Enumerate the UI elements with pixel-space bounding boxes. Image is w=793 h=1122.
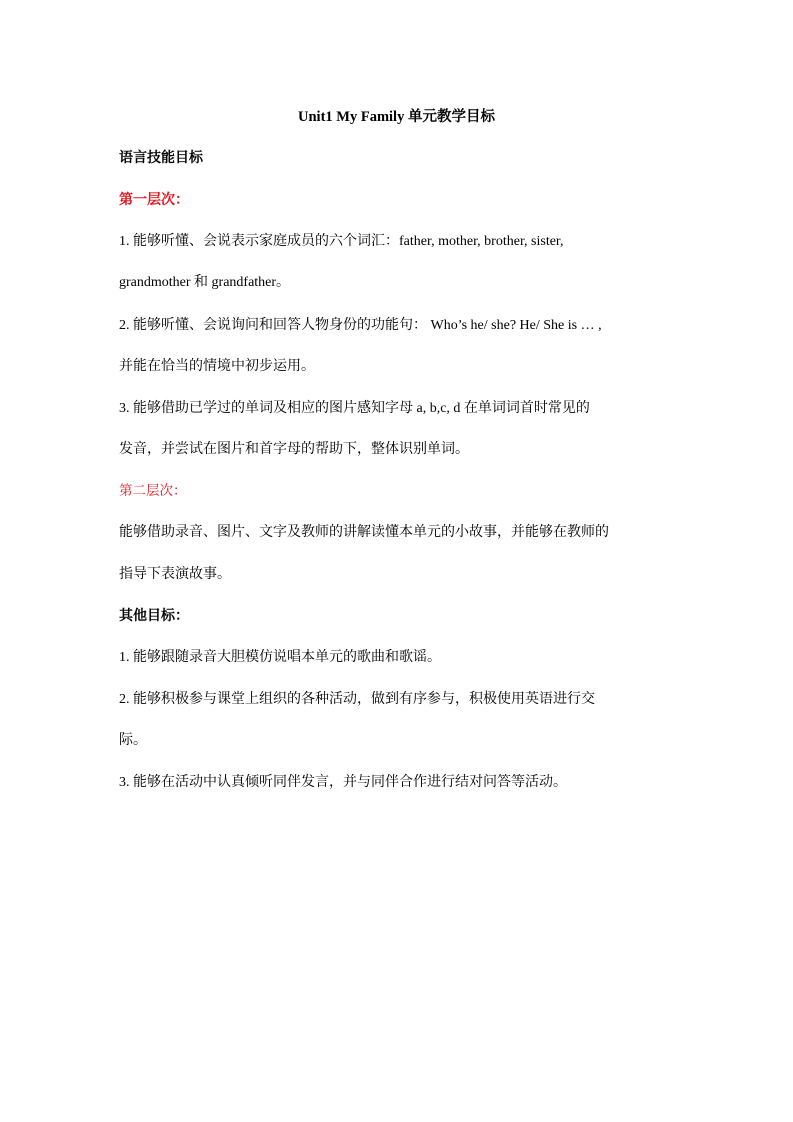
section-heading-language-skills: 语言技能目标 (119, 150, 203, 166)
paragraph-line: 3. 能够借助已学过的单词及相应的图片感知字母 a, b,c, d 在单词词首时常见的 (119, 401, 590, 416)
paragraph-line: 2. 能够听懂、会说询问和回答人物身份的功能句： Who’s he/ she? He/ She is … , (119, 318, 602, 333)
level2-heading: 第二层次： (119, 483, 187, 499)
paragraph-line: 2. 能够积极参与课堂上组织的各种活动，做到有序参与，积极使用英语进行交 (119, 692, 595, 707)
document-title: Unit1 My Family 单元教学目标 (298, 109, 495, 125)
paragraph-line: 1. 能够听懂、会说表示家庭成员的六个词汇：father, mother, brother, sister, (119, 234, 564, 249)
paragraph-line: 能够借助录音、图片、文字及教师的讲解读懂本单元的小故事，并能够在教师的 (119, 525, 609, 540)
paragraph-line: 际。 (119, 733, 147, 748)
paragraph-line: grandmother 和 grandfather。 (119, 275, 291, 290)
section-heading-other-goals: 其他目标： (119, 608, 189, 624)
paragraph-line: 1. 能够跟随录音大胆模仿说唱本单元的歌曲和歌谣。 (119, 650, 441, 665)
level1-heading: 第一层次： (119, 192, 189, 208)
paragraph-line: 指导下表演故事。 (119, 567, 231, 582)
paragraph-line: 发音，并尝试在图片和首字母的帮助下，整体识别单词。 (119, 442, 469, 457)
paragraph-line: 并能在恰当的情境中初步运用。 (119, 359, 315, 374)
paragraph-line: 3. 能够在活动中认真倾听同伴发言，并与同伴合作进行结对问答等活动。 (119, 775, 567, 790)
